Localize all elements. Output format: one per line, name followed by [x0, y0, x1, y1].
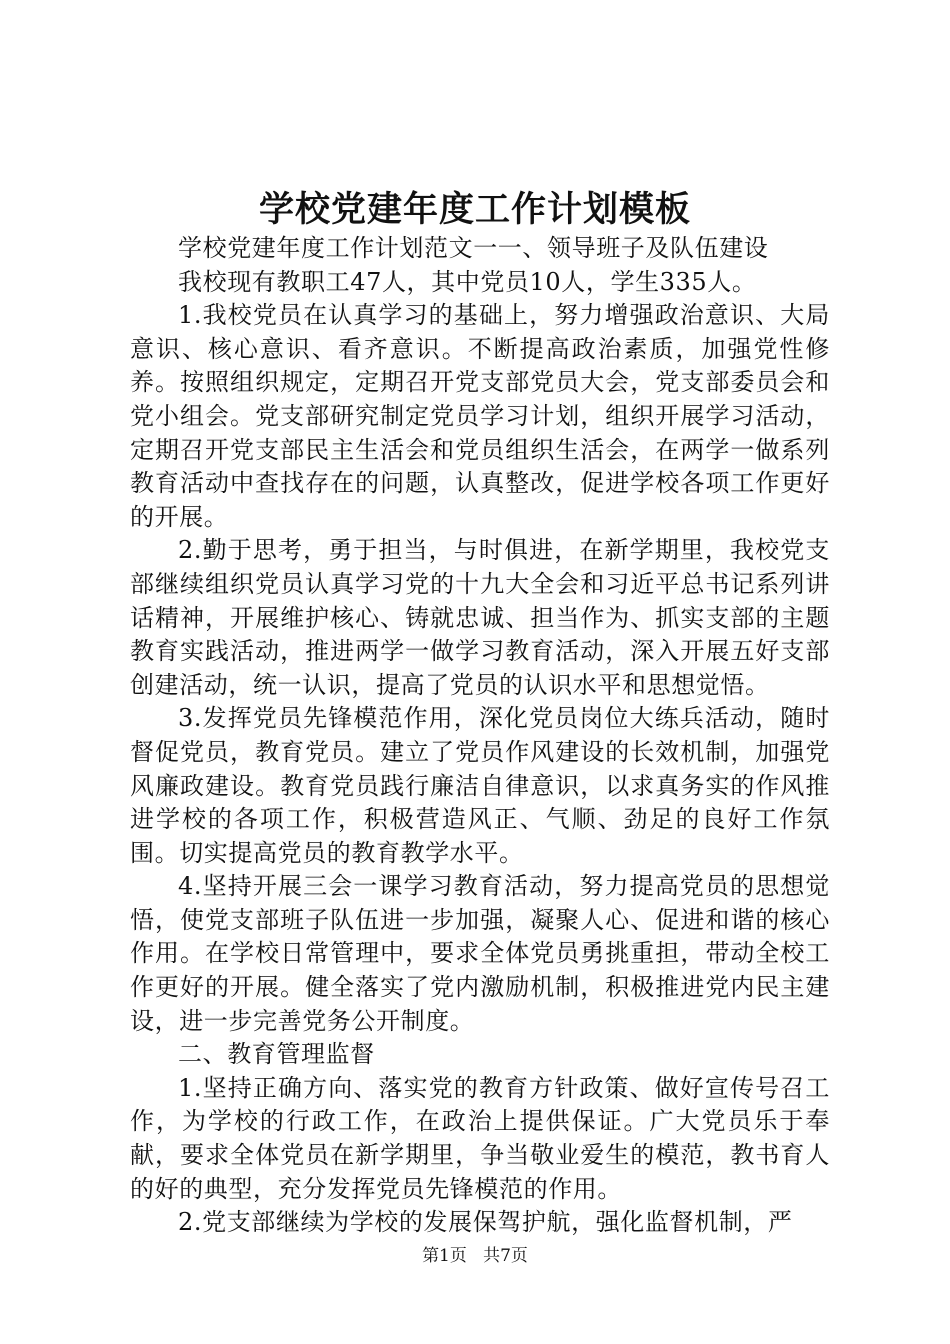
- paragraph-staff-count: 我校现有教职工47人，其中党员10人，学生335人。: [178, 267, 757, 296]
- page-number: 第1页: [422, 1246, 467, 1266]
- paragraph-item-3: 3.发挥党员先锋模范作用，深化党员岗位大练兵活动，随时督促党员，教育党员。建立了党员作风建设的长效机制，加强党风廉政建设。教育党员践行廉洁自律意识，以求真务实的作风推进学校的各项工作，积极营造风正、气顺、劲足的良好工作氛围。切实提高党员的教育教学水平。: [130, 704, 830, 867]
- document-body: [130, 232, 830, 1240]
- paragraph-item-1: 1.我校党员在认真学习的基础上，努力增强政治意识、大局意识、核心意识、看齐意识。不断提高政治素质，加强党性修养。按照组织规定，定期召开党支部党员大会，党支部委员会和党小组会。党支部研究制定党员学习计划，组织开展学习活动，定期召开党支部民主生活会和党员组织生活会，在两学一做系列教育活动中查找存在的问题，认真整改，促进学校各项工作更好的开展。: [130, 301, 830, 531]
- document-title: 学校党建年度工作计划模板: [258, 189, 691, 230]
- page-footer: [0, 1244, 950, 1268]
- paragraph-intro: 学校党建年度工作计划范文一一、领导班子及队伍建设: [178, 234, 769, 262]
- paragraph-item-4: 4.坚持开展三会一课学习教育活动，努力提高党员的思想觉悟，使党支部班子队伍进一步加强，凝聚人心、促进和谐的核心作用。在学校日常管理中，要求全体党员勇挑重担，带动全校工作更好的开展。健全落实了党内激励机制，积极推进党内民主建设，进一步完善党务公开制度。: [130, 872, 830, 1035]
- page-total: 共7页: [483, 1246, 528, 1266]
- section-heading-2: 二、教育管理监督: [178, 1040, 375, 1069]
- paragraph-item-2: 2.勤于思考，勇于担当，与时俱进，在新学期里，我校党支部继续组织党员认真学习党的十九大全会和习近平总书记系列讲话精神，开展维护核心、铸就忠诚、担当作为、抓实支部的主题教育实践活动，推进两学一做学习教育活动，深入开展五好支部创建活动，统一认识，提高了党员的认识水平和思想觉悟。: [130, 536, 830, 699]
- paragraph-section2-item-2: 2.党支部继续为学校的发展保驾护航，强化监督机制，严: [178, 1208, 793, 1237]
- paragraph-section2-item-1: 1.坚持正确方向、落实党的教育方针政策、做好宣传号召工作，为学校的行政工作，在政治上提供保证。广大党员乐于奉献，要求全体党员在新学期里，争当敬业爱生的模范，教书育人的好的典型，充分发挥党员先锋模范的作用。: [130, 1073, 830, 1203]
